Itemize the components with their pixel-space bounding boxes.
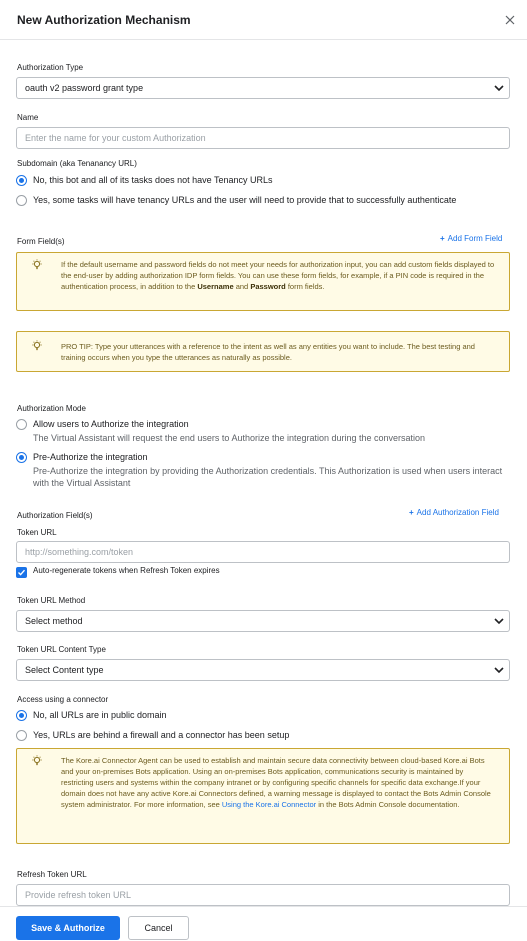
add-authorization-field-button[interactable] xyxy=(409,508,499,517)
auth-mode-option-allow-desc: The Virtual Assistant will request the end users to Authorize the integration during the conversation xyxy=(33,433,426,443)
refresh-token-label: Refresh Token URL xyxy=(17,870,87,879)
dialog-footer xyxy=(0,906,527,941)
connector-radio-yes[interactable] xyxy=(16,730,27,741)
auth-mode-radio-pre[interactable] xyxy=(16,452,27,463)
connector-option-no: No, all URLs are in public domain xyxy=(33,710,167,720)
tip-password-bold: Password xyxy=(250,282,286,291)
pro-tip xyxy=(16,331,510,372)
auth-mode-option-pre-desc: Pre-Authorize the integration by providing the Authorization credentials. This Authorization is used when users interact with the Virtual Assistant xyxy=(33,466,503,488)
connector-tip-text xyxy=(61,755,495,810)
form-fields-label: Form Field(s) xyxy=(17,237,65,246)
tip-text-and: and xyxy=(233,282,251,291)
lightbulb-icon xyxy=(31,340,43,352)
auth-type-label: Authorization Type xyxy=(17,63,84,72)
tip-username-bold: Username xyxy=(197,282,234,291)
connector-tip-end: in the Bots Admin Console documentation. xyxy=(316,800,460,809)
connector-label: Access using a connector xyxy=(17,695,109,704)
chevron-down-icon xyxy=(493,664,505,676)
auth-mode-option-pre: Pre-Authorize the integration xyxy=(33,452,148,462)
connector-tip xyxy=(16,748,510,844)
auth-type-select[interactable] xyxy=(16,77,510,99)
token-content-type-label: Token URL Content Type xyxy=(17,645,106,654)
auth-mode-radio-allow[interactable] xyxy=(16,419,27,430)
checkmark-icon xyxy=(17,568,26,577)
plus-icon: + xyxy=(409,508,414,517)
auth-mode-label: Authorization Mode xyxy=(17,404,86,413)
form-fields-tip xyxy=(16,252,510,311)
auth-fields-label: Authorization Field(s) xyxy=(17,511,93,520)
lightbulb-icon xyxy=(31,755,43,767)
lightbulb-icon xyxy=(31,259,43,271)
token-content-type-value: Select Content type xyxy=(25,665,104,675)
token-method-select[interactable] xyxy=(16,610,510,632)
dialog-body[interactable] xyxy=(0,41,527,906)
add-form-field-button[interactable] xyxy=(440,234,502,243)
connector-radio-no[interactable] xyxy=(16,710,27,721)
token-content-type-select[interactable] xyxy=(16,659,510,681)
token-url-input[interactable]: http://something.com/token xyxy=(16,541,510,563)
form-fields-tip-text xyxy=(61,259,495,292)
token-method-value: Select method xyxy=(25,616,83,626)
connector-doc-link[interactable]: Using the Kore.ai Connector xyxy=(221,800,317,809)
auto-regenerate-checkbox[interactable] xyxy=(16,567,27,578)
chevron-down-icon xyxy=(493,82,505,94)
token-method-label: Token URL Method xyxy=(17,596,86,605)
plus-icon: + xyxy=(440,234,445,243)
subdomain-option-yes: Yes, some tasks will have tenancy URLs and the user will need to provide that to successfully authenticate xyxy=(33,195,457,205)
subdomain-radio-no[interactable] xyxy=(16,175,27,186)
chevron-down-icon xyxy=(493,615,505,627)
cancel-button[interactable]: Cancel xyxy=(128,916,189,940)
close-icon[interactable] xyxy=(503,13,517,27)
dialog-header xyxy=(0,0,527,40)
add-form-field-label: Add Form Field xyxy=(447,234,503,243)
connector-option-yes: Yes, URLs are behind a firewall and a connector has been setup xyxy=(33,730,290,740)
tip-text-end: form fields. xyxy=(285,282,325,291)
refresh-token-input[interactable]: Provide refresh token URL xyxy=(16,884,510,906)
auto-regenerate-label: Auto-regenerate tokens when Refresh Token expires xyxy=(33,566,220,575)
name-input[interactable]: Enter the name for your custom Authorization xyxy=(16,127,510,149)
name-label: Name xyxy=(17,113,39,122)
auth-mode-option-allow: Allow users to Authorize the integration xyxy=(33,419,189,429)
subdomain-radio-yes[interactable] xyxy=(16,195,27,206)
dialog-title: New Authorization Mechanism xyxy=(17,13,191,27)
tip-text-part: If the default username and password fields do not meet your needs for authorization input, you can add custom fields displayed to the end-user by adding authorization IDP form fields. You can use these form fields, for example, if a PIN code is required in the authentication process, in addition to the xyxy=(61,260,495,291)
subdomain-label: Subdomain (aka Tenanancy URL) xyxy=(17,159,137,168)
save-authorize-button[interactable]: Save & Authorize xyxy=(16,916,120,940)
connector-tip-part: The Kore.ai Connector Agent can be used to establish and maintain secure data connectivity between cloud-based Kore.ai Bots and your on-premises Bots application. Using an on-premises Bots application, communications security is maintained by restricting users and systems within the company intranet or by configuring specific channels for specific data exchange.If your domain does not have any active Kore.ai Connectors defined, a warning message is displayed to contact the Bots Admin Console system administrator. For more information, see xyxy=(61,756,491,809)
token-url-label: Token URL xyxy=(17,528,57,537)
add-auth-field-label: Add Authorization Field xyxy=(416,508,499,517)
auth-type-value: oauth v2 password grant type xyxy=(25,83,144,93)
subdomain-option-no: No, this bot and all of its tasks does not have Tenancy URLs xyxy=(33,175,273,185)
pro-tip-text: PRO TIP: Type your utterances with a reference to the intent as well as any entities you want to include. The best testing and training occurs when you type the utterances as naturally as possible. xyxy=(61,342,475,362)
